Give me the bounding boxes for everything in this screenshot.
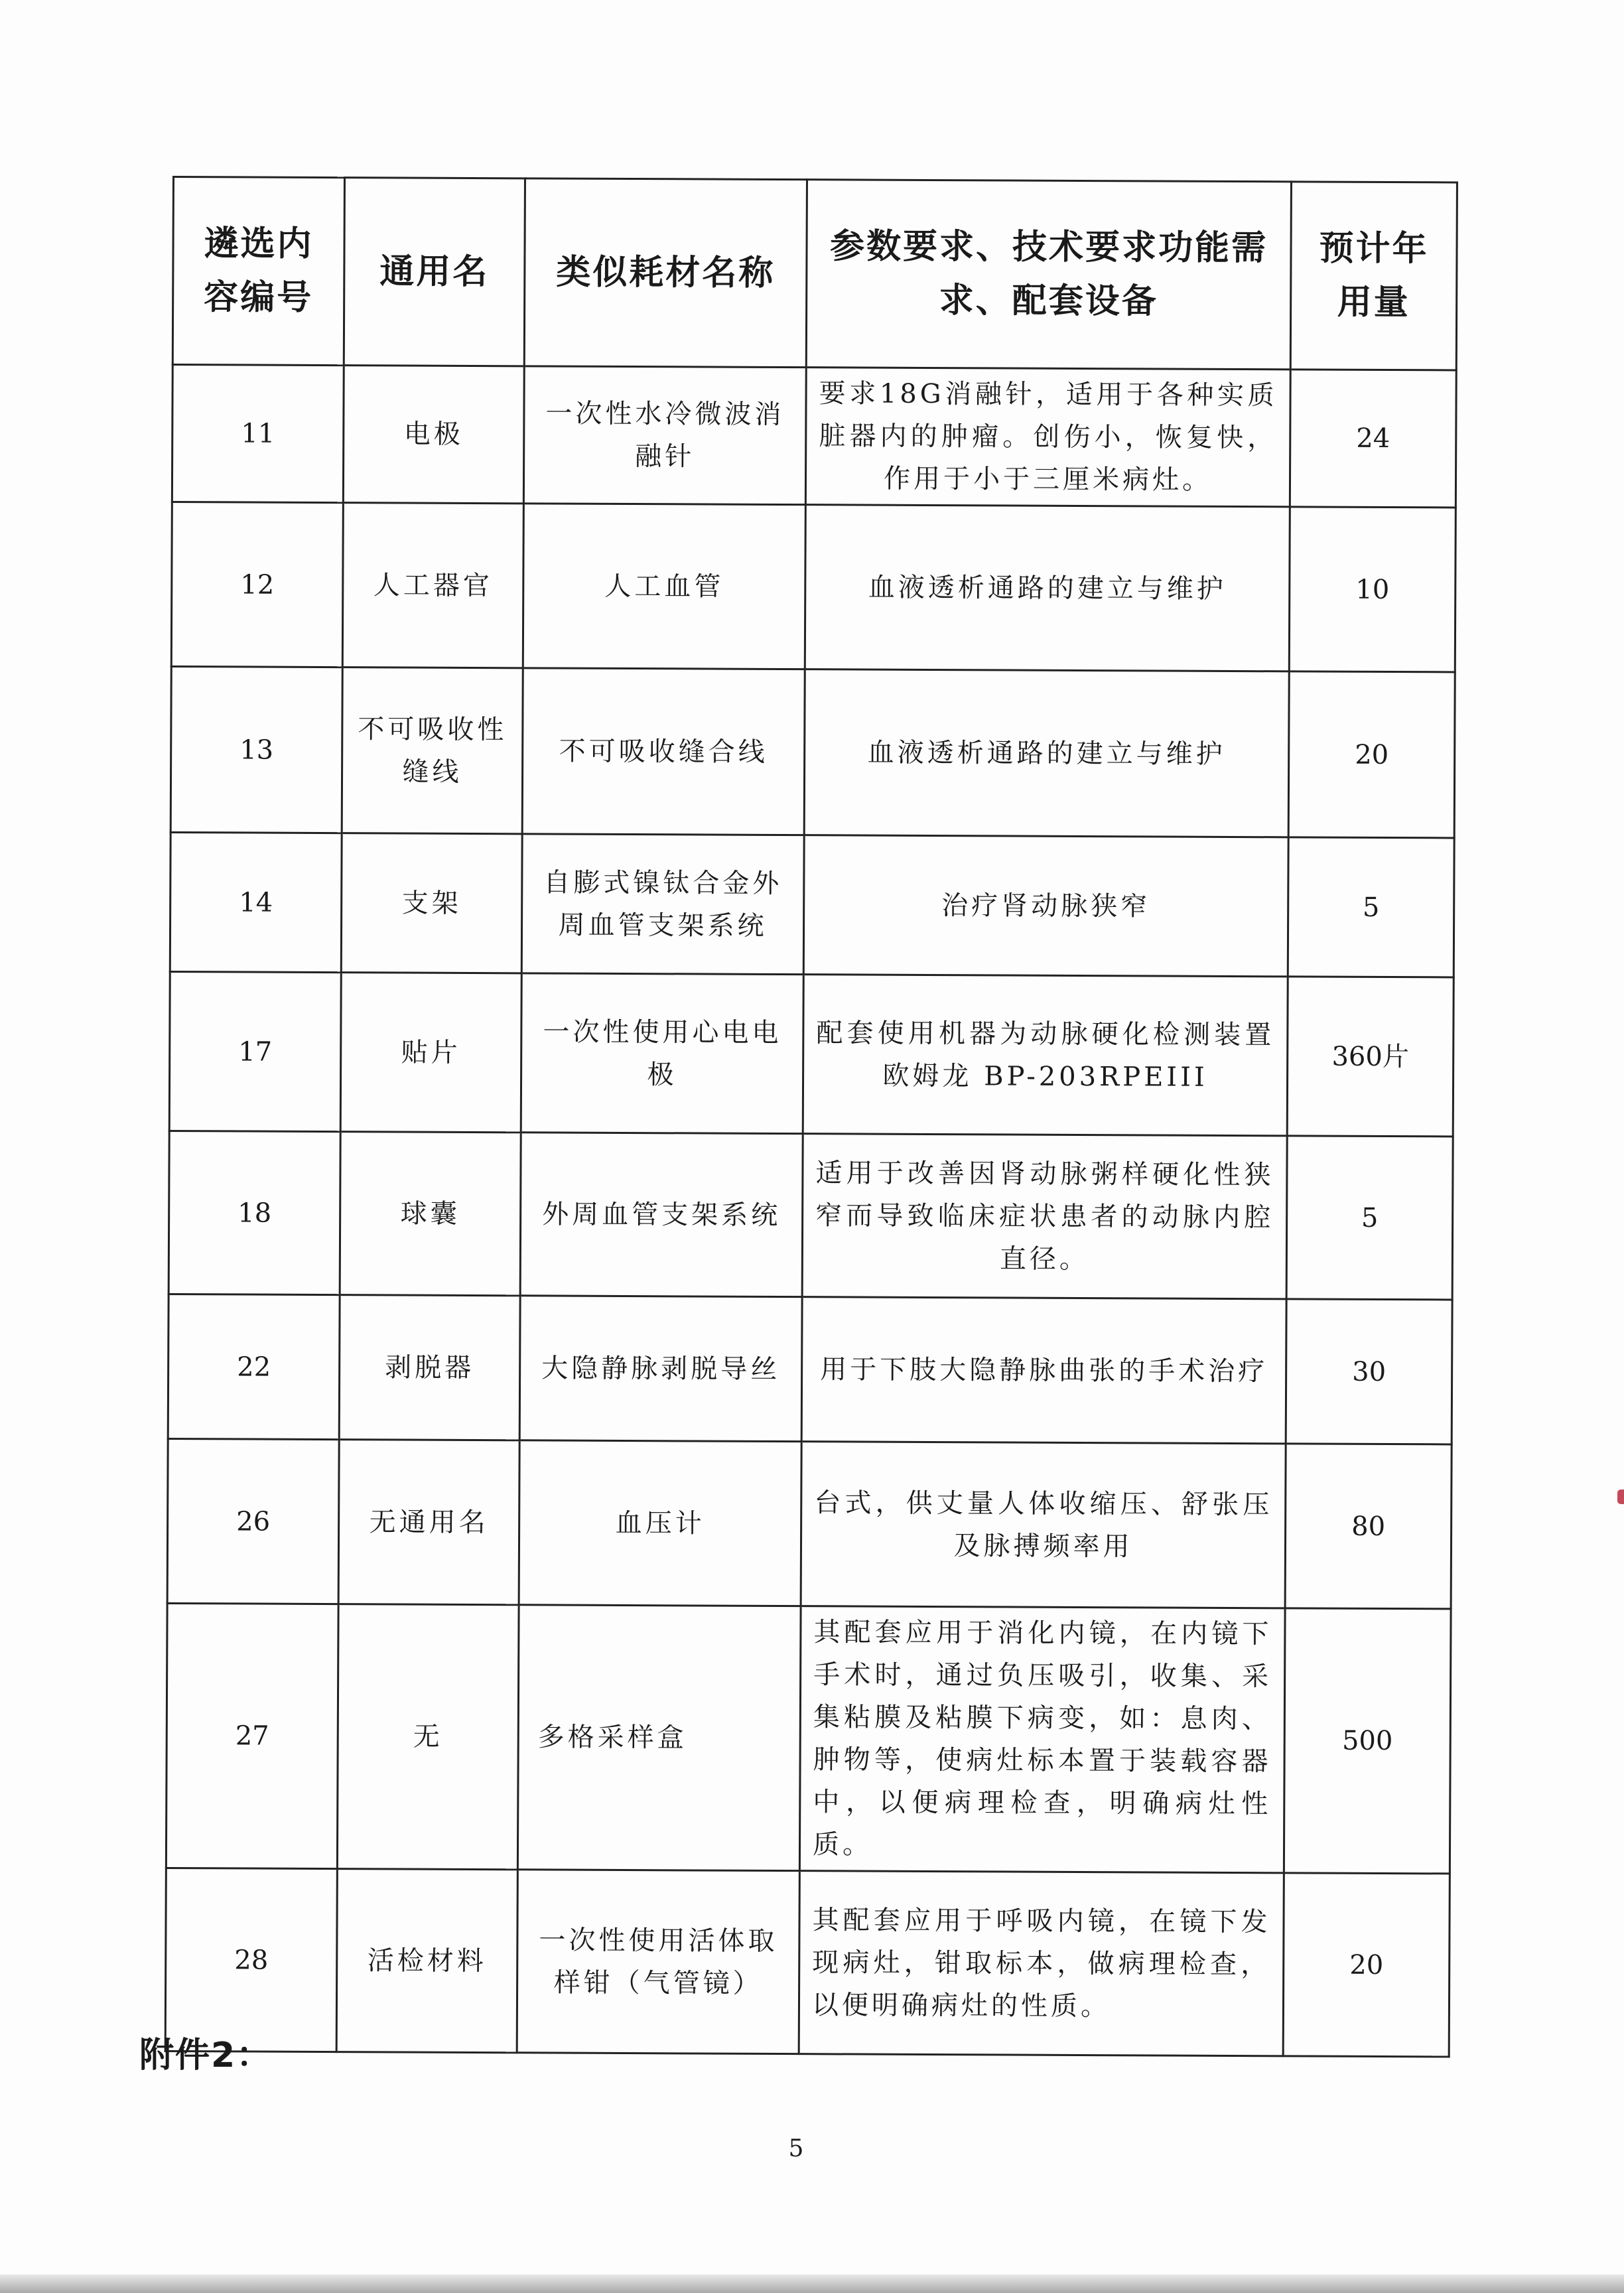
header-annual-usage xyxy=(1290,182,1457,370)
header-similar-name xyxy=(524,178,807,368)
cell-annual-usage: 500 xyxy=(1284,1608,1451,1874)
cell-id: 26 xyxy=(167,1438,339,1604)
table-row xyxy=(172,365,1456,508)
procurement-table-wrapper xyxy=(165,176,1456,2057)
cell-id: 18 xyxy=(169,1131,340,1294)
cell-similar-name: 一次性使用心电电极 xyxy=(521,973,803,1134)
cell-generic-name: 球囊 xyxy=(340,1132,521,1296)
table-row xyxy=(166,1603,1451,1873)
cell-requirements: 血液透析通路的建立与维护 xyxy=(804,669,1289,837)
scan-shadow-edge xyxy=(0,2274,1624,2293)
margin-ink-mark xyxy=(1617,1490,1624,1504)
table-row xyxy=(165,1868,1450,2056)
cell-similar-name: 大隐静脉剥脱导丝 xyxy=(519,1296,802,1442)
cell-annual-usage: 20 xyxy=(1283,1873,1450,2057)
cell-generic-name: 支架 xyxy=(341,833,522,973)
cell-id: 27 xyxy=(166,1603,338,1868)
cell-annual-usage: 30 xyxy=(1286,1299,1452,1444)
header-label: 参数要求、技术要求功能需求、配套设备 xyxy=(829,226,1268,322)
cell-similar-name: 一次性使用活体取样钳（气管镜） xyxy=(517,1870,799,2054)
table-row xyxy=(171,502,1455,672)
cell-similar-name: 外周血管支架系统 xyxy=(520,1133,803,1297)
cell-requirements: 其配套应用于消化内镜，在内镜下手术时，通过负压吸引，收集、采集粘膜及粘膜下病变，如：息肉、肿物等，使病灶标本置于装载容器中，以便病理检查，明确病灶性质。 xyxy=(799,1606,1285,1873)
table-row xyxy=(169,1131,1453,1299)
cell-annual-usage: 360片 xyxy=(1287,977,1454,1137)
cell-generic-name: 不可吸收性缝线 xyxy=(342,667,523,834)
header-requirements xyxy=(806,180,1291,370)
cell-id: 12 xyxy=(171,502,343,667)
cell-requirements: 配套使用机器为动脉硬化检测装置欧姆龙 BP-203RPEIII xyxy=(803,975,1288,1136)
cell-generic-name: 剥脱器 xyxy=(339,1295,520,1440)
cell-generic-name: 电极 xyxy=(343,366,524,504)
table-row xyxy=(168,1294,1452,1444)
cell-id: 17 xyxy=(169,971,341,1131)
header-selection-number xyxy=(172,177,344,366)
cell-annual-usage: 5 xyxy=(1288,837,1454,977)
header-label: 通用名 xyxy=(379,251,490,292)
cell-requirements: 血液透析通路的建立与维护 xyxy=(805,505,1290,671)
cell-generic-name: 贴片 xyxy=(340,973,521,1133)
cell-requirements: 用于下肢大隐静脉曲张的手术治疗 xyxy=(801,1297,1286,1444)
cell-similar-name: 一次性水冷微波消融针 xyxy=(523,366,806,505)
cell-generic-name: 无通用名 xyxy=(338,1440,519,1605)
cell-annual-usage: 24 xyxy=(1290,370,1456,508)
cell-id: 13 xyxy=(170,666,342,833)
table-row xyxy=(170,666,1455,837)
cell-annual-usage: 5 xyxy=(1286,1136,1453,1300)
cell-requirements: 适用于改善因肾动脉粥样硬化性狭窄而导致临床症状患者的动脉内腔直径。 xyxy=(802,1134,1287,1299)
cell-similar-name: 血压计 xyxy=(519,1440,801,1606)
table-row xyxy=(167,1438,1452,1608)
cell-similar-name: 人工血管 xyxy=(523,504,805,669)
cell-annual-usage: 10 xyxy=(1289,507,1455,672)
table-row xyxy=(169,971,1454,1136)
header-label: 遴选内容编号 xyxy=(204,224,314,318)
header-label: 类似耗材名称 xyxy=(556,252,776,293)
cell-similar-name: 多格采样盒 xyxy=(517,1605,801,1871)
cell-generic-name: 活检材料 xyxy=(336,1869,517,2053)
page-number: 5 xyxy=(788,2135,804,2162)
attachment-label: 附件2： xyxy=(139,2036,273,2075)
table-row xyxy=(170,832,1454,977)
cell-similar-name: 自膨式镍钛合金外周血管支架系统 xyxy=(521,834,804,975)
cell-similar-name: 不可吸收缝合线 xyxy=(522,668,805,835)
cell-id: 22 xyxy=(168,1294,340,1439)
header-label: 预计年用量 xyxy=(1319,228,1429,323)
cell-generic-name: 人工器官 xyxy=(342,503,523,668)
cell-generic-name: 无 xyxy=(337,1604,519,1870)
cell-requirements: 要求18G消融针，适用于各种实质脏器内的肿瘤。创伤小，恢复快，作用于小于三厘米病灶。 xyxy=(805,368,1290,507)
cell-id: 11 xyxy=(172,365,344,503)
table-header-row xyxy=(172,177,1457,370)
cell-requirements: 台式，供丈量人体收缩压、舒张压及脉搏频率用 xyxy=(801,1442,1286,1608)
cell-annual-usage: 20 xyxy=(1288,671,1455,838)
consumables-table xyxy=(165,176,1458,2057)
cell-id: 14 xyxy=(170,832,342,972)
cell-id: 28 xyxy=(165,1868,337,2051)
cell-requirements: 治疗肾动脉狭窄 xyxy=(803,835,1288,977)
cell-requirements: 其配套应用于呼吸内镜，在镜下发现病灶，钳取标本，做病理检查，以便明确病灶的性质。 xyxy=(799,1871,1284,2056)
cell-annual-usage: 80 xyxy=(1285,1444,1452,1609)
header-generic-name xyxy=(344,178,525,366)
